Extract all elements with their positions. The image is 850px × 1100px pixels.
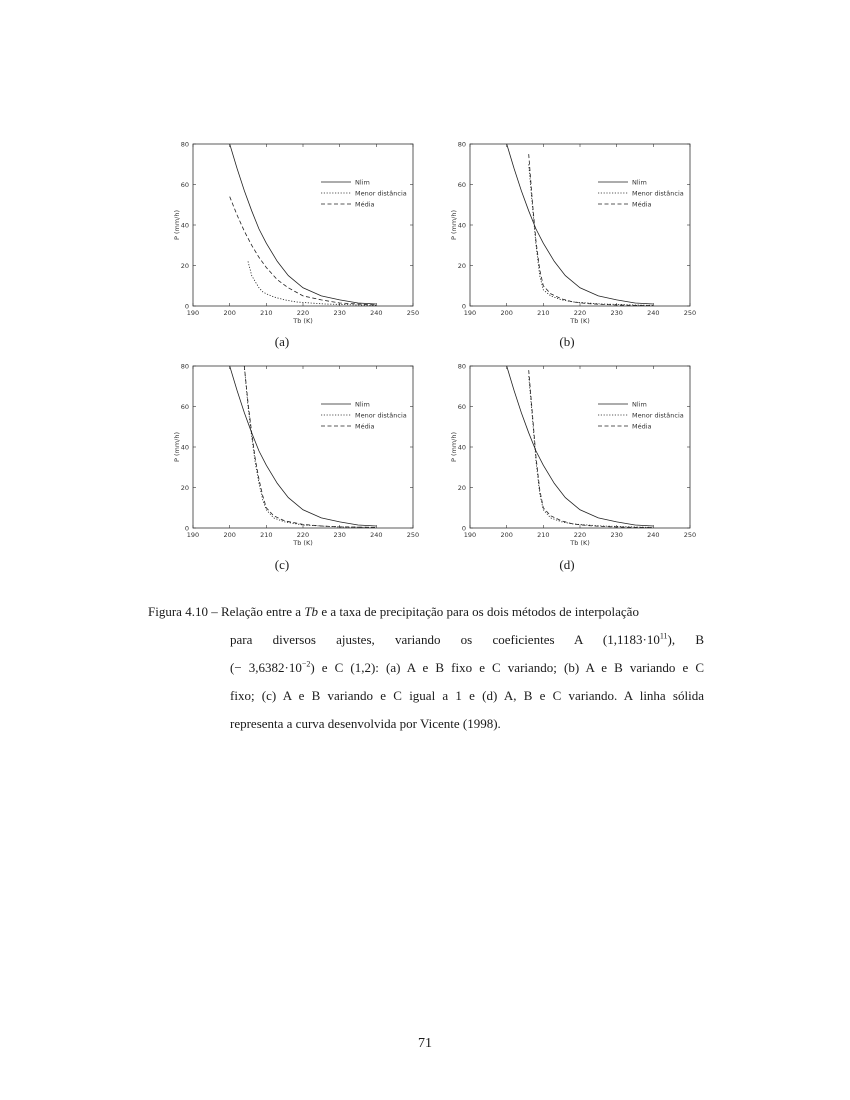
series-line-1 xyxy=(230,144,377,304)
y-tick-label: 20 xyxy=(457,261,466,270)
x-tick-label: 210 xyxy=(537,309,550,317)
x-tick-label: 210 xyxy=(260,309,273,317)
y-tick-label: 40 xyxy=(180,221,189,230)
chart-panel-c xyxy=(173,358,420,558)
plot-frame xyxy=(470,144,690,306)
x-tick-label: 200 xyxy=(223,309,236,317)
series-line-3 xyxy=(529,154,654,306)
caption-text-3b: ) e C (1,2): (a) A e B fixo e C variando; (b) A e B variando e C xyxy=(310,660,704,675)
x-tick-label: 200 xyxy=(223,531,236,539)
x-tick-label: 220 xyxy=(573,531,587,539)
series-line-1 xyxy=(230,366,377,526)
y-axis-label: P (mm/h) xyxy=(450,431,458,463)
caption-text-2a: para diversos ajustes, variando os coeficientes A (1,1183·10 xyxy=(230,632,660,647)
series-line-3 xyxy=(244,366,376,527)
caption-prefix: Figura 4.10 – xyxy=(148,604,221,619)
legend-label: Média xyxy=(632,422,652,431)
x-tick-label: 230 xyxy=(333,309,346,317)
chart-panel-d xyxy=(450,358,697,558)
x-tick-label: 250 xyxy=(406,531,420,539)
page-number: 71 xyxy=(418,1036,432,1051)
chart-svg-a xyxy=(173,136,420,336)
plot-frame xyxy=(470,366,690,528)
chart-panel-b xyxy=(450,136,697,336)
x-tick-label: 250 xyxy=(683,531,697,539)
legend-label: Menor distância xyxy=(355,189,407,198)
y-tick-label: 20 xyxy=(180,261,189,270)
legend-label: Média xyxy=(632,200,652,209)
y-tick-label: 80 xyxy=(457,362,466,371)
y-tick-label: 40 xyxy=(457,221,466,230)
caption-text-1b: e a taxa de precipitação para os dois métodos de interpolação xyxy=(318,604,639,619)
series-line-1 xyxy=(507,366,654,526)
x-tick-label: 230 xyxy=(610,309,623,317)
axes-group xyxy=(450,140,696,325)
y-tick-label: 0 xyxy=(461,524,466,533)
x-axis-label: Tb (K) xyxy=(570,539,590,547)
x-tick-label: 220 xyxy=(296,531,310,539)
x-axis-label: Tb (K) xyxy=(570,317,590,325)
legend-label: Nlim xyxy=(632,178,647,187)
y-tick-label: 60 xyxy=(457,180,466,189)
y-tick-label: 60 xyxy=(180,180,189,189)
x-tick-label: 230 xyxy=(610,531,623,539)
caption-text-2b: ), B xyxy=(667,632,704,647)
x-tick-label: 200 xyxy=(500,531,513,539)
x-tick-label: 210 xyxy=(537,531,550,539)
x-tick-label: 190 xyxy=(186,531,200,539)
caption-sup-3: −2 xyxy=(301,659,311,669)
caption-line-2 xyxy=(148,626,704,654)
x-tick-label: 240 xyxy=(647,531,660,539)
chart-svg-d xyxy=(450,358,697,558)
x-tick-label: 220 xyxy=(296,309,310,317)
series-line-3 xyxy=(529,370,654,527)
caption-text-1a: Relação entre a xyxy=(220,604,305,619)
x-tick-label: 240 xyxy=(370,309,383,317)
panel-label-c: (c) xyxy=(274,557,290,572)
x-axis-label: Tb (K) xyxy=(293,539,313,547)
x-tick-label: 240 xyxy=(370,531,383,539)
caption-line-5: representa a curva desenvolvida por Vicente (1998). xyxy=(230,716,501,731)
legend xyxy=(598,400,684,430)
caption-line-4: fixo; (c) A e B variando e C igual a 1 e (d) A, B e C variando. A linha sólida xyxy=(230,688,704,703)
y-axis-label: P (mm/h) xyxy=(173,209,181,241)
legend-label: Menor distância xyxy=(632,411,684,420)
x-tick-label: 190 xyxy=(463,309,477,317)
chart-svg-c xyxy=(173,358,420,558)
caption-line-3 xyxy=(148,654,704,682)
caption-text-3a: (− 3,6382·10 xyxy=(230,660,302,675)
legend-label: Menor distância xyxy=(355,411,407,420)
legend-label: Nlim xyxy=(355,400,370,409)
legend-label: Média xyxy=(355,200,375,209)
y-tick-label: 40 xyxy=(180,443,189,452)
y-tick-label: 0 xyxy=(184,302,189,311)
x-tick-label: 250 xyxy=(683,309,697,317)
x-tick-label: 220 xyxy=(573,309,587,317)
x-tick-label: 190 xyxy=(463,531,477,539)
x-tick-label: 230 xyxy=(333,531,346,539)
chart-svg-b xyxy=(450,136,697,336)
series-line-2 xyxy=(529,376,654,527)
axes-group xyxy=(173,362,419,547)
plot-frame xyxy=(193,144,413,306)
y-tick-label: 80 xyxy=(180,140,189,149)
x-tick-label: 240 xyxy=(647,309,660,317)
caption-line-1 xyxy=(148,598,704,626)
legend xyxy=(321,178,407,208)
y-tick-label: 40 xyxy=(457,443,466,452)
panel-label-d: (d) xyxy=(559,557,575,572)
y-tick-label: 80 xyxy=(457,140,466,149)
y-tick-label: 20 xyxy=(180,483,189,492)
caption-sup-2: 11 xyxy=(659,631,668,641)
plot-frame xyxy=(193,366,413,528)
y-tick-label: 60 xyxy=(180,402,189,411)
x-axis-label: Tb (K) xyxy=(293,317,313,325)
legend xyxy=(598,178,684,208)
legend-label: Menor distância xyxy=(632,189,684,198)
legend-label: Nlim xyxy=(355,178,370,187)
x-tick-label: 250 xyxy=(406,309,420,317)
y-axis-label: P (mm/h) xyxy=(450,209,458,241)
axes-group xyxy=(450,362,696,547)
y-tick-label: 20 xyxy=(457,483,466,492)
y-tick-label: 60 xyxy=(457,402,466,411)
series-line-3 xyxy=(230,197,377,305)
y-tick-label: 0 xyxy=(184,524,189,533)
y-tick-label: 80 xyxy=(180,362,189,371)
axes-group xyxy=(173,140,419,325)
legend-label: Média xyxy=(355,422,375,431)
x-tick-label: 190 xyxy=(186,309,200,317)
legend xyxy=(321,400,407,430)
x-tick-label: 200 xyxy=(500,309,513,317)
series-line-2 xyxy=(244,366,376,527)
y-axis-label: P (mm/h) xyxy=(173,431,181,463)
chart-panel-a xyxy=(173,136,420,336)
panel-label-b: (b) xyxy=(559,334,575,349)
y-tick-label: 0 xyxy=(461,302,466,311)
figure-caption xyxy=(148,598,704,738)
x-tick-label: 210 xyxy=(260,531,273,539)
panel-label-a: (a) xyxy=(274,334,290,349)
legend-label: Nlim xyxy=(632,400,647,409)
caption-tb: Tb xyxy=(304,604,319,619)
